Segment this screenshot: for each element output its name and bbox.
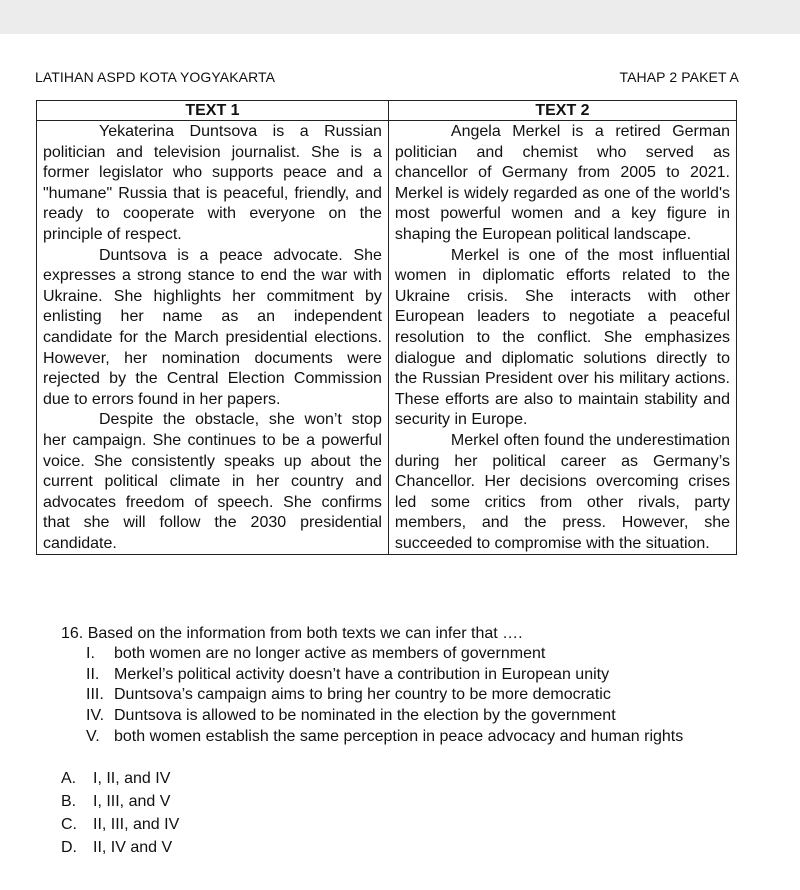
answer-options — [61, 767, 179, 859]
question-stem-line — [61, 623, 781, 644]
option-text: I, II, and IV — [93, 770, 171, 787]
text2-paragraph: Merkel often found the underestimation during her political career as Germany’s Chancellor. Her decisions overcoming crises led some critics from other rivals, party members, and the press. However, she succeeded to compromise with the situation. — [394, 431, 730, 552]
statement-list — [61, 644, 781, 748]
statement-numeral: I. — [86, 645, 95, 662]
statement-item — [86, 706, 781, 727]
option-text: I, III, and V — [93, 793, 171, 810]
text2-heading: TEXT 2 — [388, 101, 736, 121]
statement-text: Duntsova is allowed to be nominated in the election by the government — [114, 707, 616, 725]
statement-item — [86, 644, 781, 665]
text1-heading: TEXT 1 — [37, 101, 389, 121]
statement-text: both women are no longer active as members of government — [114, 645, 546, 662]
option-text: II, III, and IV — [93, 816, 180, 833]
question-stem: Based on the information from both texts we can infer that …. — [87, 625, 523, 642]
answer-option-b[interactable] — [61, 790, 179, 813]
statement-numeral: II. — [86, 665, 100, 683]
statement-numeral: IV. — [86, 707, 105, 725]
statement-text: Merkel’s political activity doesn’t have a contribution in European unity — [114, 665, 610, 683]
text1-paragraph: Yekaterina Duntsova is a Russian politician and television journalist. She is a former legislator who supports peace and a "humane" Russia that is peaceful, friendly, and ready to cooperate with everyone on the principle of respect. — [43, 123, 382, 243]
answer-option-d[interactable] — [61, 836, 179, 859]
text2-paragraph: Merkel is one of the most influential women in diplomatic efforts related to the Ukraine crisis. She interacts with other European leaders to negotiate a peaceful resolution to the conflict. She emphasizes dialogue and diplomatic solutions directly to the Russian President over his military actions. These efforts are also to maintain stability and security in Europe. — [394, 246, 730, 429]
option-letter: B. — [61, 793, 77, 810]
text2-cell — [388, 121, 736, 555]
answer-option-a[interactable] — [61, 767, 179, 790]
text1-paragraph: Duntsova is a peace advocate. She expresses a strong stance to end the war with Ukraine. She highlights her commitment by enlisting her name as an independent candidate for the March presidential elections. However, her nomination documents were rejected by the Central Election Commission due to errors found in her papers. — [43, 246, 382, 408]
table-body-row — [37, 121, 737, 555]
reading-texts-table — [36, 100, 737, 555]
statement-text: both women establish the same perception in peace advocacy and human rights — [114, 727, 684, 745]
statement-item — [86, 665, 781, 686]
statement-numeral: III. — [86, 686, 104, 704]
text1-cell — [37, 121, 389, 555]
question-number: 16. — [61, 625, 84, 642]
text2-paragraph: Angela Merkel is a retired German politician and chemist who served as chancellor of Germany from 2005 to 2021. Merkel is widely regarded as one of the world's most powerful women and a key figure in shaping the European political landscape. — [394, 123, 730, 243]
answer-option-c[interactable] — [61, 813, 179, 836]
header-right-title: TAHAP 2 PAKET A — [619, 69, 739, 85]
question-16 — [61, 623, 781, 748]
statement-text: Duntsova’s campaign aims to bring her country to be more democratic — [114, 686, 611, 704]
option-text: II, IV and V — [93, 839, 173, 856]
statement-item — [86, 685, 781, 706]
top-gray-bar — [0, 0, 800, 34]
header-left-title: LATIHAN ASPD KOTA YOGYAKARTA — [35, 69, 276, 85]
option-letter: C. — [61, 816, 77, 833]
document-header — [35, 69, 739, 85]
option-letter: A. — [61, 770, 77, 787]
option-letter: D. — [61, 839, 77, 856]
text1-paragraph: Despite the obstacle, she won’t stop her campaign. She continues to be a powerful voice. She consistently speaks up about the current political climate in her country and advocates freedom of speech. She confirms that she will follow the 2030 presidential candidate. — [43, 411, 382, 552]
statement-numeral: V. — [86, 727, 100, 745]
table-header-row — [37, 101, 737, 121]
statement-item — [86, 727, 781, 748]
